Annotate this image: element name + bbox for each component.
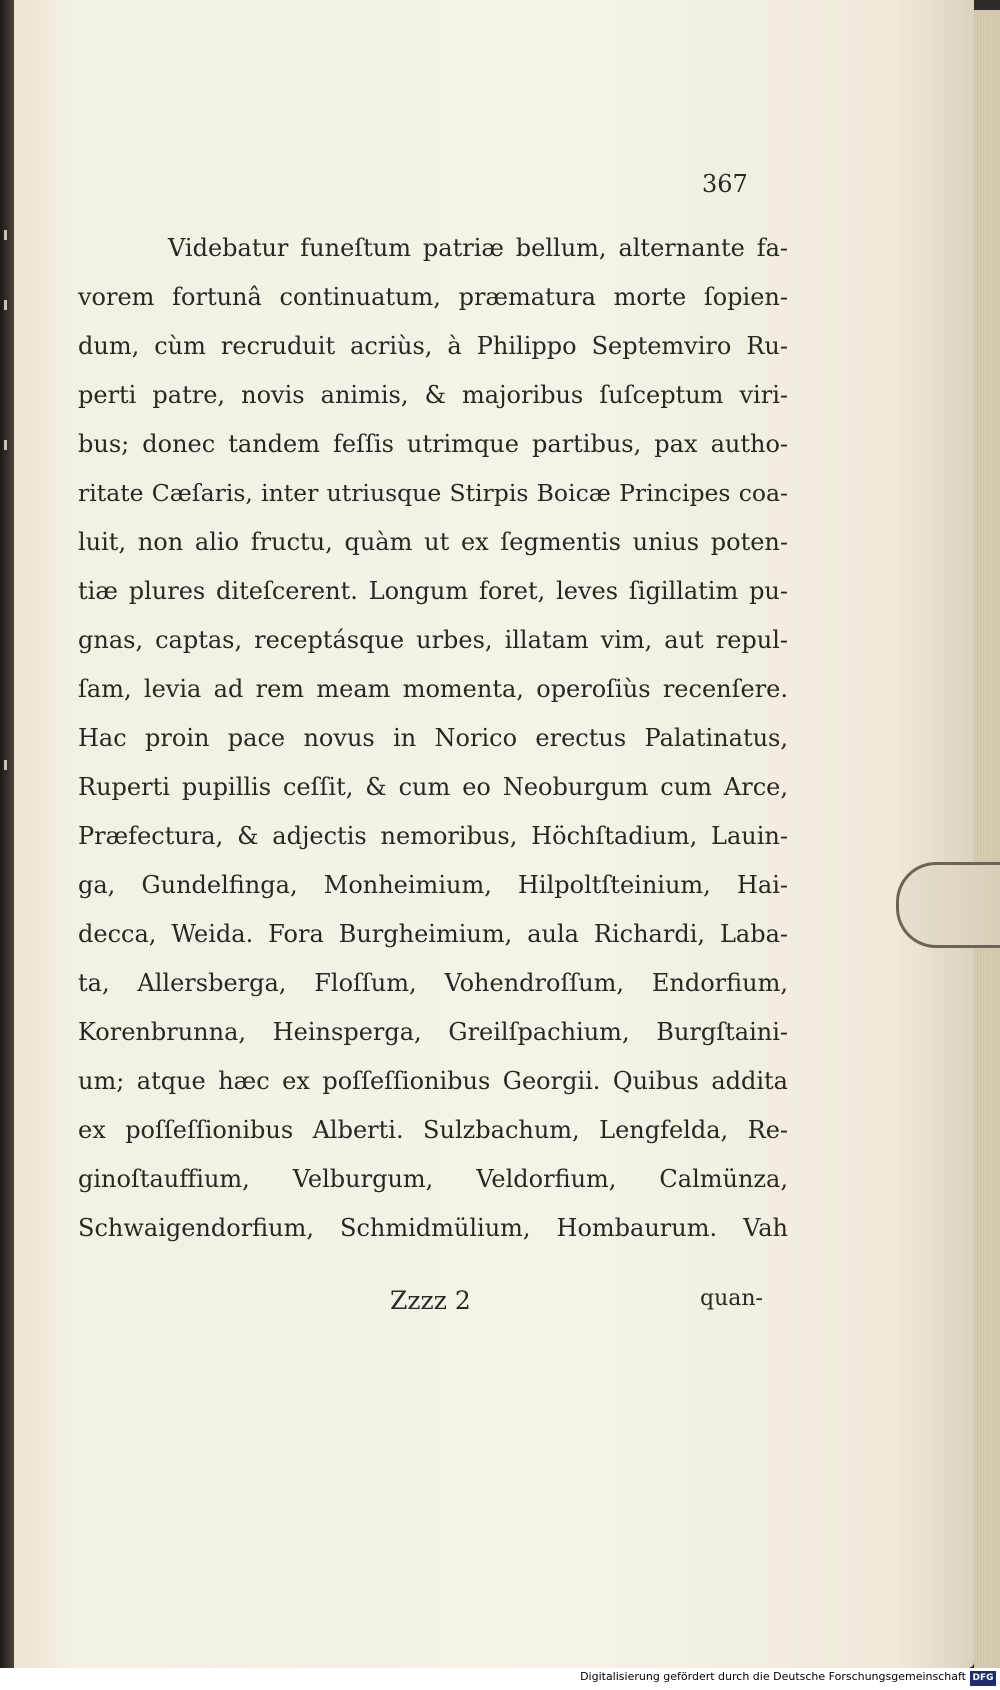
text-line: decca, Weida. Fora Burgheimium, aula Richardi, Laba- bbox=[78, 920, 788, 948]
digitization-credit-bar bbox=[0, 1668, 1000, 1690]
text-line: ſam, levia ad rem meam momenta, operoſiùs recenſere. bbox=[78, 675, 788, 703]
text-line: ritate Cæſaris, inter utriusque Stirpis Boicæ Principes coa- bbox=[78, 479, 788, 507]
text-line: Korenbrunna, Heinsperga, Greilſpachium, Burgſtaini- bbox=[78, 1018, 788, 1046]
text-line: Schwaigendorfium, Schmidmülium, Hombaurum. Vah bbox=[78, 1214, 788, 1242]
text-line: ga, Gundelfinga, Monheimium, Hilpoltſteinium, Hai- bbox=[78, 871, 788, 899]
signature-mark: Zzzz 2 bbox=[390, 1286, 471, 1315]
page-footer bbox=[14, 1286, 974, 1326]
dfg-logo-icon: DFG bbox=[970, 1671, 996, 1686]
facing-page-edge bbox=[0, 0, 14, 1690]
thumb-holder-clip bbox=[896, 862, 1000, 948]
margin-mark bbox=[4, 440, 7, 450]
text-line: um; atque hæc ex poſſeſſionibus Georgii. Quibus addita bbox=[78, 1067, 788, 1095]
text-line: Ruperti pupillis ceſſit, & cum eo Neoburgum cum Arce, bbox=[78, 773, 788, 801]
page-edge-stack bbox=[974, 10, 1000, 1668]
text-line: ginoſtauffium, Velburgum, Veldorfium, Calmünza, bbox=[78, 1165, 788, 1193]
page-number: 367 bbox=[702, 170, 748, 198]
text-line: perti patre, novis animis, & majoribus ſuſceptum viri- bbox=[78, 381, 788, 409]
text-line: dum, cùm recruduit acriùs, à Philippo Septemviro Ru- bbox=[78, 332, 788, 360]
text-line: luit, non alio fructu, quàm ut ex ſegmentis unius poten- bbox=[78, 528, 788, 556]
margin-mark bbox=[4, 230, 7, 240]
margin-mark bbox=[4, 300, 7, 310]
catchword: quan- bbox=[700, 1286, 763, 1311]
credit-text: Digitalisierung gefördert durch die Deutsche Forschungsgemeinschaft bbox=[580, 1670, 966, 1683]
book-page bbox=[14, 0, 974, 1668]
text-line: Videbatur funeſtum patriæ bellum, alternante fa- bbox=[168, 234, 788, 262]
text-line: Hac proin pace novus in Norico erectus Palatinatus, bbox=[78, 724, 788, 752]
text-line: Præfectura, & adjectis nemoribus, Höchſtadium, Lauin- bbox=[78, 822, 788, 850]
text-line: ta, Allersberga, Floſſum, Vohendroſſum, Endorfium, bbox=[78, 969, 788, 997]
text-line: vorem fortunâ continuatum, præmatura morte ſopien- bbox=[78, 283, 788, 311]
text-line: gnas, captas, receptásque urbes, illatam vim, aut repul- bbox=[78, 626, 788, 654]
text-line: bus; donec tandem feſſis utrimque partibus, pax autho- bbox=[78, 430, 788, 458]
body-text bbox=[78, 224, 788, 1253]
text-line: ex poſſeſſionibus Alberti. Sulzbachum, Lengfelda, Re- bbox=[78, 1116, 788, 1144]
text-line: tiæ plures diteſcerent. Longum foret, leves ſigillatim pu- bbox=[78, 577, 788, 605]
margin-mark bbox=[4, 760, 7, 770]
